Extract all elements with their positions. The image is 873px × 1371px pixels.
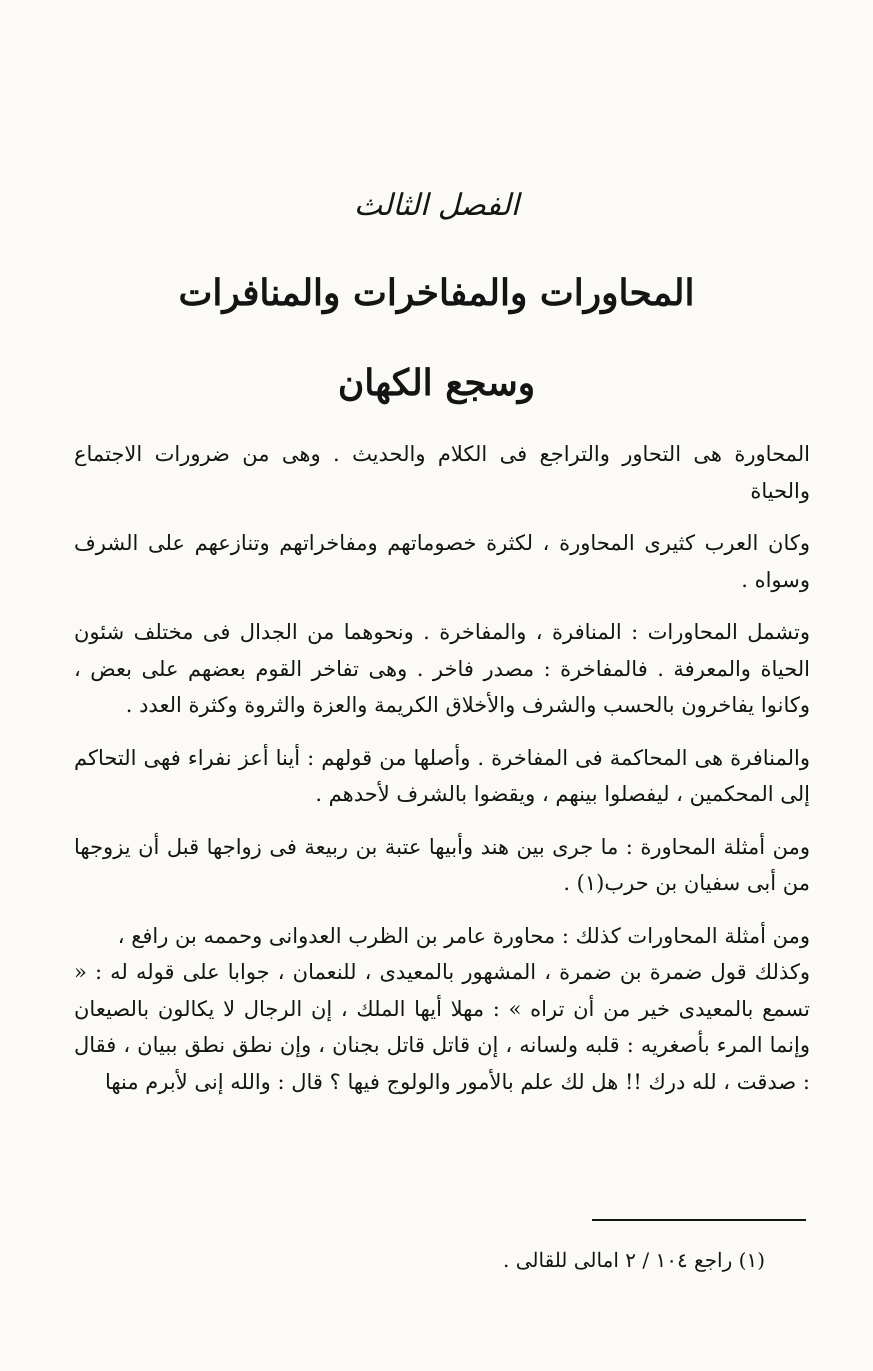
- chapter-subtitle: وسجع الكهان: [337, 362, 536, 404]
- footnote: (١) راجع ١٠٤ / ٢ امالى للقالى .: [503, 1248, 765, 1272]
- chapter-heading: الفصل الثالث: [353, 188, 520, 223]
- body-text: [74, 436, 810, 1116]
- chapter-title: المحاورات والمفاخرات والمنافرات: [178, 272, 695, 314]
- paragraph: المحاورة هى التحاور والتراجع فى الكلام والحديث . وهى من ضرورات الاجتماع والحياة: [74, 442, 810, 503]
- paragraph: والمنافرة هى المحاكمة فى المفاخرة . وأصلها من قولهم : أينا أعز نفراء فهى التحاكم إلى المحكمين ، ليفصلوا بينهم ، ويقضوا بالشرف لأحدهم .: [74, 745, 810, 806]
- footnote-divider: [592, 1219, 806, 1221]
- paragraph: وتشمل المحاورات : المنافرة ، والمفاخرة . ونحوهما من الجدال فى مختلف شئون الحياة والمعرفة . فالمفاخرة : مصدر فاخر . وهى تفاخر القوم بعضهم على بعض ، وكانوا يفاخرون بالحسب والشرف والأخلاق الكريمة والعزة والثروة وكثرة العدد .: [74, 620, 810, 717]
- paragraph: وكان العرب كثيرى المحاورة ، لكثرة خصوماتهم ومفاخراتهم وتنازعهم على الشرف وسواه .: [74, 531, 810, 592]
- paragraph: ومن أمثلة المحاورة : ما جرى بين هند وأبيها عتبة بن ربيعة فى زواجها قبل أن يزوجها من أبى سفيان بن حرب(١) .: [74, 834, 810, 895]
- paragraph: وكذلك قول ضمرة بن ضمرة ، المشهور بالمعيدى ، للنعمان ، جوابا على قوله له : « تسمع بالمعيدى خير من أن تراه » : مهلا أيها الملك ، إن الرجال لا يكالون بالصيعان وإنما المرء بأصغريه : قلبه ولسانه ، إن قاتل قاتل بجنان ، وإن نطق نطق ببيان ، فقال : صدقت ، لله درك !! هل لك علم بالأمور والولوج فيها ؟ قال : والله إنى لأبرم منها: [74, 960, 810, 1094]
- paragraph: ومن أمثلة المحاورات كذلك : محاورة عامر بن الظرب العدوانى وحممه بن رافع ،: [117, 923, 810, 948]
